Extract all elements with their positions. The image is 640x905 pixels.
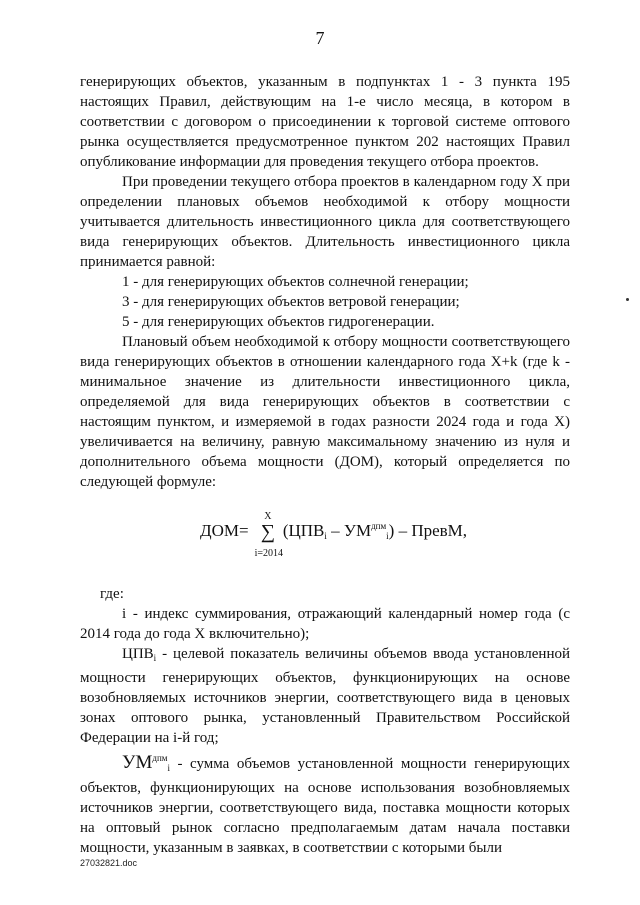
page-number: 7: [315, 28, 325, 48]
cpv-sub: i: [153, 653, 157, 663]
file-name-footer: 27032821.doc: [80, 858, 138, 868]
paragraph-intro: генерирующих объектов, указанным в подпунктах 1 - 3 пункта 195 настоящих Правил, действующим на 1-е число месяца, в котором в соответствии с договором о присоединении к торговой системе оптового рынка осуществляется предусмотренное пунктом 202 настоящих Правил опубликование информации для проведения текущего отбора проектов.: [80, 74, 570, 170]
definition-um: [80, 748, 570, 858]
formula-um: – УМ: [326, 521, 372, 540]
sum-upper-limit: X: [264, 510, 272, 522]
list-item-solar: 1 - для генерирующих объектов солнечной генерации;: [122, 274, 469, 290]
formula-sub-i2: i: [386, 531, 389, 541]
paragraph-investment-cycle: При проведении текущего отбора проектов в календарном году X при определении плановых объемов необходимой к отбору мощности учитывается длительность инвестиционного цикла для соответствующего вида генерирующих объектов. Длительность инвестиционного цикла принимается равной:: [80, 174, 570, 270]
list-item-wind: 3 - для генерирующих объектов ветровой генерации;: [122, 294, 460, 310]
cpv-symbol: ЦПВ: [122, 646, 154, 662]
dom-formula: [200, 510, 468, 559]
sigma-symbol: ∑: [260, 520, 275, 543]
where-label: где:: [100, 586, 124, 602]
um-text: - сумма объемов установленной мощности генерирующих объектов, функционирующих на основе использования возобновляемых источников энергии, соответствующего вида, поставка мощности которых на оптовый рынок согласно предполагаемым датам начала поставки мощности, указанным в заявках, в соответствии с которыми были: [80, 756, 570, 856]
cpv-text: - целевой показатель величины объемов ввода установленной мощности генерирующих объектов, функционирующих на основе возобновляемых источников энергии, соответствующего вида в ценовых зонах оптового рынка, установленный Правительством Российской Федерации на i-й год;: [80, 646, 570, 746]
formula-block: [80, 500, 570, 578]
um-sub: i: [167, 763, 170, 773]
scan-speck: [626, 298, 629, 301]
formula-sup-dpm: дпм: [371, 521, 387, 531]
formula-cpv: (ЦПВ: [282, 521, 325, 540]
um-symbol: УМ: [122, 752, 153, 773]
list-item-hydro: 5 - для генерирующих объектов гидрогенерации.: [122, 314, 435, 330]
summation: [253, 510, 284, 559]
formula-rhs: ) – ПревМ,: [388, 521, 468, 540]
definition-i: i - индекс суммирования, отражающий календарный номер года (с 2014 года до года X включительно);: [80, 606, 570, 642]
um-sup: дпм: [152, 753, 168, 763]
formula-sub-i: i: [324, 531, 327, 541]
formula-lhs: ДОМ=: [200, 521, 249, 540]
paragraph-planned-volume: Плановый объем необходимой к отбору мощности соответствующего вида генерирующих объектов в отношении календарного года X+k (где k - минимальное значение из длительности инвестиционного цикла, определяемой для вида генерирующих объектов в соответствии с настоящим пунктом, и измеряемой в годах разности 2024 года и года X) увеличивается на величину, равную максимальному значению из нуля и дополнительного объема мощности (ДОМ), который определяется по следующей формуле:: [80, 334, 570, 490]
document-body: [80, 72, 570, 858]
definition-cpv: [80, 644, 570, 748]
sum-lower-limit: i=2014: [254, 547, 284, 559]
